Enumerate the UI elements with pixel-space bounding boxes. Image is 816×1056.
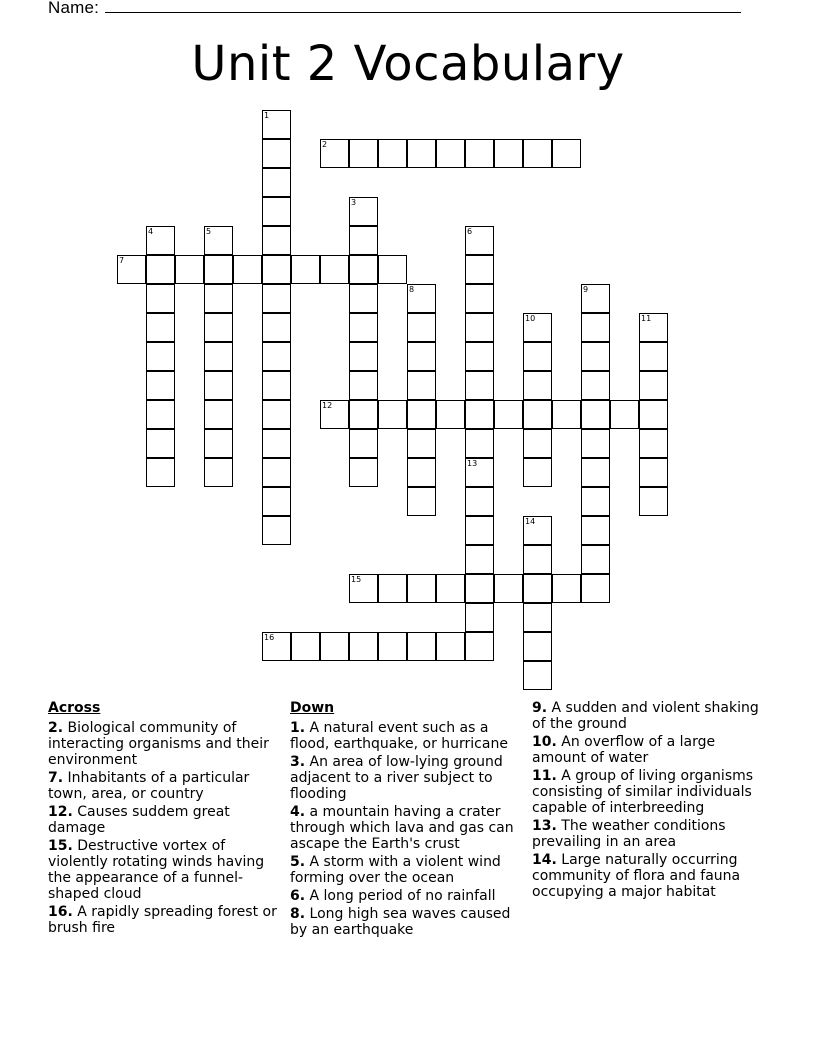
clue-number: 15 xyxy=(351,575,362,584)
clue-text: Biological community of interacting organisms and their environment xyxy=(48,720,269,768)
crossword-cell[interactable] xyxy=(436,632,465,661)
clue-item xyxy=(532,700,768,732)
crossword-cell[interactable] xyxy=(262,487,291,516)
crossword-cell[interactable] xyxy=(146,429,175,458)
clue-item xyxy=(532,852,768,900)
across-heading: Across xyxy=(48,700,101,716)
crossword-cell[interactable] xyxy=(349,400,378,429)
crossword-cell[interactable] xyxy=(523,545,552,574)
clue-number: 8 xyxy=(409,285,415,294)
crossword-cell[interactable] xyxy=(407,632,436,661)
crossword-cell[interactable] xyxy=(378,574,407,603)
clue-text: A rapidly spreading forest or brush fire xyxy=(48,904,277,936)
crossword-cell[interactable] xyxy=(204,458,233,487)
clue-number: 10. xyxy=(532,734,557,750)
crossword-cell[interactable] xyxy=(494,400,523,429)
crossword-cell[interactable] xyxy=(465,371,494,400)
crossword-cell[interactable] xyxy=(262,516,291,545)
clue-text: Causes suddem great damage xyxy=(48,804,230,836)
crossword-cell[interactable] xyxy=(639,429,668,458)
crossword-cell[interactable] xyxy=(523,342,552,371)
crossword-cell[interactable] xyxy=(320,255,349,284)
clue-text: A storm with a violent wind forming over the ocean xyxy=(290,854,501,886)
crossword-cell[interactable] xyxy=(378,255,407,284)
crossword-cell[interactable] xyxy=(465,255,494,284)
crossword-cell[interactable] xyxy=(262,632,291,661)
crossword-cell[interactable] xyxy=(465,632,494,661)
crossword-cell[interactable] xyxy=(465,342,494,371)
crossword-cell[interactable] xyxy=(175,255,204,284)
crossword-cell[interactable] xyxy=(146,226,175,255)
crossword-cell[interactable] xyxy=(349,342,378,371)
crossword-cell[interactable] xyxy=(465,545,494,574)
crossword-cell[interactable] xyxy=(523,458,552,487)
crossword-cell[interactable] xyxy=(436,400,465,429)
name-label: Name: xyxy=(48,0,100,17)
crossword-cell[interactable] xyxy=(262,429,291,458)
clue-number: 13 xyxy=(467,459,478,468)
crossword-cell[interactable] xyxy=(407,574,436,603)
crossword-cell[interactable] xyxy=(349,371,378,400)
crossword-cell[interactable] xyxy=(465,313,494,342)
crossword-cell[interactable] xyxy=(320,632,349,661)
clue-text: A group of living organisms consisting of similar individuals capable of interbreeding xyxy=(532,768,754,816)
crossword-cell[interactable] xyxy=(146,284,175,313)
crossword-cell[interactable] xyxy=(204,429,233,458)
crossword-cell[interactable] xyxy=(349,255,378,284)
clue-item xyxy=(48,904,280,936)
crossword-cell[interactable] xyxy=(581,342,610,371)
clue-text: An overflow of a large amount of water xyxy=(532,734,716,766)
page-title: Unit 2 Vocabulary xyxy=(191,36,625,92)
clue-item xyxy=(48,838,280,902)
clue-item xyxy=(290,854,526,886)
crossword-cell[interactable] xyxy=(465,603,494,632)
crossword-cell[interactable] xyxy=(262,139,291,168)
crossword-cell[interactable] xyxy=(581,313,610,342)
crossword-cell[interactable] xyxy=(465,458,494,487)
crossword-cell[interactable] xyxy=(407,487,436,516)
crossword-cell[interactable] xyxy=(320,139,349,168)
clue-item xyxy=(532,768,768,816)
crossword-cell[interactable] xyxy=(639,342,668,371)
crossword-cell[interactable] xyxy=(465,429,494,458)
down-clues xyxy=(290,700,526,940)
clue-item xyxy=(290,804,526,852)
crossword-cell[interactable] xyxy=(262,371,291,400)
crossword-cell[interactable] xyxy=(349,197,378,226)
crossword-cell[interactable] xyxy=(407,400,436,429)
crossword-cell[interactable] xyxy=(407,313,436,342)
crossword-cell[interactable] xyxy=(494,139,523,168)
crossword-cell[interactable] xyxy=(204,313,233,342)
crossword-cell[interactable] xyxy=(465,139,494,168)
crossword-cell[interactable] xyxy=(639,371,668,400)
clue-text: Long high sea waves caused by an earthquake xyxy=(290,906,511,938)
clue-number: 9. xyxy=(532,700,548,716)
crossword-cell[interactable] xyxy=(581,429,610,458)
clue-number: 5. xyxy=(290,854,306,870)
crossword-cell[interactable] xyxy=(349,226,378,255)
clue-text: The weather conditions prevailing in an area xyxy=(532,818,726,850)
crossword-cell[interactable] xyxy=(465,226,494,255)
crossword-cell[interactable] xyxy=(581,516,610,545)
clue-number: 6. xyxy=(290,888,306,904)
crossword-cell[interactable] xyxy=(262,226,291,255)
clue-number: 14. xyxy=(532,852,557,868)
across-clues xyxy=(48,700,280,938)
clue-text: A sudden and violent shaking of the ground xyxy=(532,700,759,732)
crossword-cell[interactable] xyxy=(378,632,407,661)
clue-number: 15. xyxy=(48,838,73,854)
crossword-cell[interactable] xyxy=(639,400,668,429)
crossword-cell[interactable] xyxy=(407,458,436,487)
clue-number: 12 xyxy=(322,401,333,410)
crossword-cell[interactable] xyxy=(204,400,233,429)
clue-item xyxy=(290,720,526,752)
crossword-cell[interactable] xyxy=(494,574,523,603)
crossword-cell[interactable] xyxy=(465,487,494,516)
crossword-cell[interactable] xyxy=(262,342,291,371)
crossword-cell[interactable] xyxy=(639,313,668,342)
crossword-cell[interactable] xyxy=(465,284,494,313)
crossword-cell[interactable] xyxy=(465,400,494,429)
clue-number: 11. xyxy=(532,768,557,784)
clue-number: 5 xyxy=(206,227,212,236)
crossword-cell[interactable] xyxy=(407,284,436,313)
clue-number: 1. xyxy=(290,720,306,736)
down-heading: Down xyxy=(290,700,335,716)
crossword-cell[interactable] xyxy=(262,168,291,197)
clue-text: Destructive vortex of violently rotating winds having the appearance of a funnel-shaped cloud xyxy=(48,838,265,902)
crossword-cell[interactable] xyxy=(552,574,581,603)
crossword-cell[interactable] xyxy=(465,574,494,603)
crossword-cell[interactable] xyxy=(349,284,378,313)
crossword-cell[interactable] xyxy=(523,429,552,458)
crossword-cell[interactable] xyxy=(436,139,465,168)
crossword-cell[interactable] xyxy=(262,284,291,313)
crossword-cell[interactable] xyxy=(204,371,233,400)
crossword-cell[interactable] xyxy=(204,226,233,255)
clue-number: 16. xyxy=(48,904,73,920)
clue-number: 7. xyxy=(48,770,64,786)
clue-number: 11 xyxy=(641,314,652,323)
crossword-cell[interactable] xyxy=(146,342,175,371)
clue-number: 16 xyxy=(264,633,275,642)
crossword-cell[interactable] xyxy=(523,632,552,661)
crossword-cell[interactable] xyxy=(465,516,494,545)
clue-item xyxy=(290,754,526,802)
clue-number: 14 xyxy=(525,517,536,526)
crossword-cell[interactable] xyxy=(291,632,320,661)
crossword-cell[interactable] xyxy=(262,197,291,226)
down-clues-continued xyxy=(532,700,768,902)
crossword-cell[interactable] xyxy=(320,400,349,429)
crossword-cell[interactable] xyxy=(378,400,407,429)
crossword-cell[interactable] xyxy=(349,632,378,661)
crossword-cell[interactable] xyxy=(204,255,233,284)
crossword-cell[interactable] xyxy=(262,255,291,284)
crossword-cell[interactable] xyxy=(581,458,610,487)
clue-number: 7 xyxy=(119,256,125,265)
crossword-cell[interactable] xyxy=(407,139,436,168)
clue-text: Inhabitants of a particular town, area, or country xyxy=(48,770,250,802)
crossword-cell[interactable] xyxy=(523,516,552,545)
clue-text: Large naturally occurring community of flora and fauna occupying a major habitat xyxy=(532,852,741,900)
clue-number: 1 xyxy=(264,111,270,120)
clue-item xyxy=(290,888,526,904)
crossword-cell[interactable] xyxy=(523,603,552,632)
crossword-cell[interactable] xyxy=(581,574,610,603)
crossword-cell[interactable] xyxy=(581,487,610,516)
crossword-cell[interactable] xyxy=(552,139,581,168)
crossword-cell[interactable] xyxy=(581,371,610,400)
crossword-cell[interactable] xyxy=(146,371,175,400)
crossword-cell[interactable] xyxy=(262,313,291,342)
crossword-cell[interactable] xyxy=(378,139,407,168)
clue-number: 8. xyxy=(290,906,306,922)
crossword-cell[interactable] xyxy=(523,661,552,690)
crossword-cell[interactable] xyxy=(523,313,552,342)
crossword-cell[interactable] xyxy=(117,255,146,284)
clue-item xyxy=(532,734,768,766)
clue-number: 2. xyxy=(48,720,64,736)
clue-item xyxy=(290,906,526,938)
crossword-cell[interactable] xyxy=(349,139,378,168)
clue-text: a mountain having a crater through which lava and gas can ascape the Earth's crust xyxy=(290,804,514,852)
clue-item xyxy=(532,818,768,850)
clue-number: 2 xyxy=(322,140,328,149)
clue-number: 13. xyxy=(532,818,557,834)
clue-item xyxy=(48,770,280,802)
crossword-cell[interactable] xyxy=(581,545,610,574)
clue-text: An area of low-lying ground adjacent to a river subject to flooding xyxy=(290,754,503,802)
clue-number: 6 xyxy=(467,227,473,236)
crossword-cell[interactable] xyxy=(204,342,233,371)
clue-number: 9 xyxy=(583,285,589,294)
clue-number: 4 xyxy=(148,227,154,236)
crossword-cell[interactable] xyxy=(349,458,378,487)
clue-item xyxy=(48,804,280,836)
crossword-cell[interactable] xyxy=(581,400,610,429)
clue-item xyxy=(48,720,280,768)
crossword-cell[interactable] xyxy=(407,371,436,400)
crossword-cell[interactable] xyxy=(581,284,610,313)
crossword-cell[interactable] xyxy=(349,574,378,603)
crossword-cell[interactable] xyxy=(639,487,668,516)
clue-number: 3. xyxy=(290,754,306,770)
crossword-cell[interactable] xyxy=(523,371,552,400)
crossword-cell[interactable] xyxy=(407,429,436,458)
crossword-cell[interactable] xyxy=(436,574,465,603)
crossword-cell[interactable] xyxy=(610,400,639,429)
crossword-cell[interactable] xyxy=(291,255,320,284)
crossword-cell[interactable] xyxy=(407,342,436,371)
crossword-cell[interactable] xyxy=(523,400,552,429)
crossword-cell[interactable] xyxy=(262,110,291,139)
crossword-cell[interactable] xyxy=(552,400,581,429)
crossword-cell[interactable] xyxy=(639,458,668,487)
crossword-cell[interactable] xyxy=(146,400,175,429)
crossword-cell[interactable] xyxy=(262,458,291,487)
crossword-cell[interactable] xyxy=(146,255,175,284)
crossword-cell[interactable] xyxy=(204,284,233,313)
crossword-cell[interactable] xyxy=(349,313,378,342)
crossword-cell[interactable] xyxy=(146,313,175,342)
clue-number: 12. xyxy=(48,804,73,820)
clue-number: 4. xyxy=(290,804,306,820)
crossword-cell[interactable] xyxy=(349,429,378,458)
crossword-cell[interactable] xyxy=(233,255,262,284)
crossword-cell[interactable] xyxy=(146,458,175,487)
crossword-cell[interactable] xyxy=(262,400,291,429)
crossword-cell[interactable] xyxy=(523,574,552,603)
clue-number: 10 xyxy=(525,314,536,323)
clue-number: 3 xyxy=(351,198,357,207)
clue-text: A long period of no rainfall xyxy=(305,888,496,904)
clue-text: A natural event such as a flood, earthquake, or hurricane xyxy=(290,720,508,752)
crossword-cell[interactable] xyxy=(523,139,552,168)
